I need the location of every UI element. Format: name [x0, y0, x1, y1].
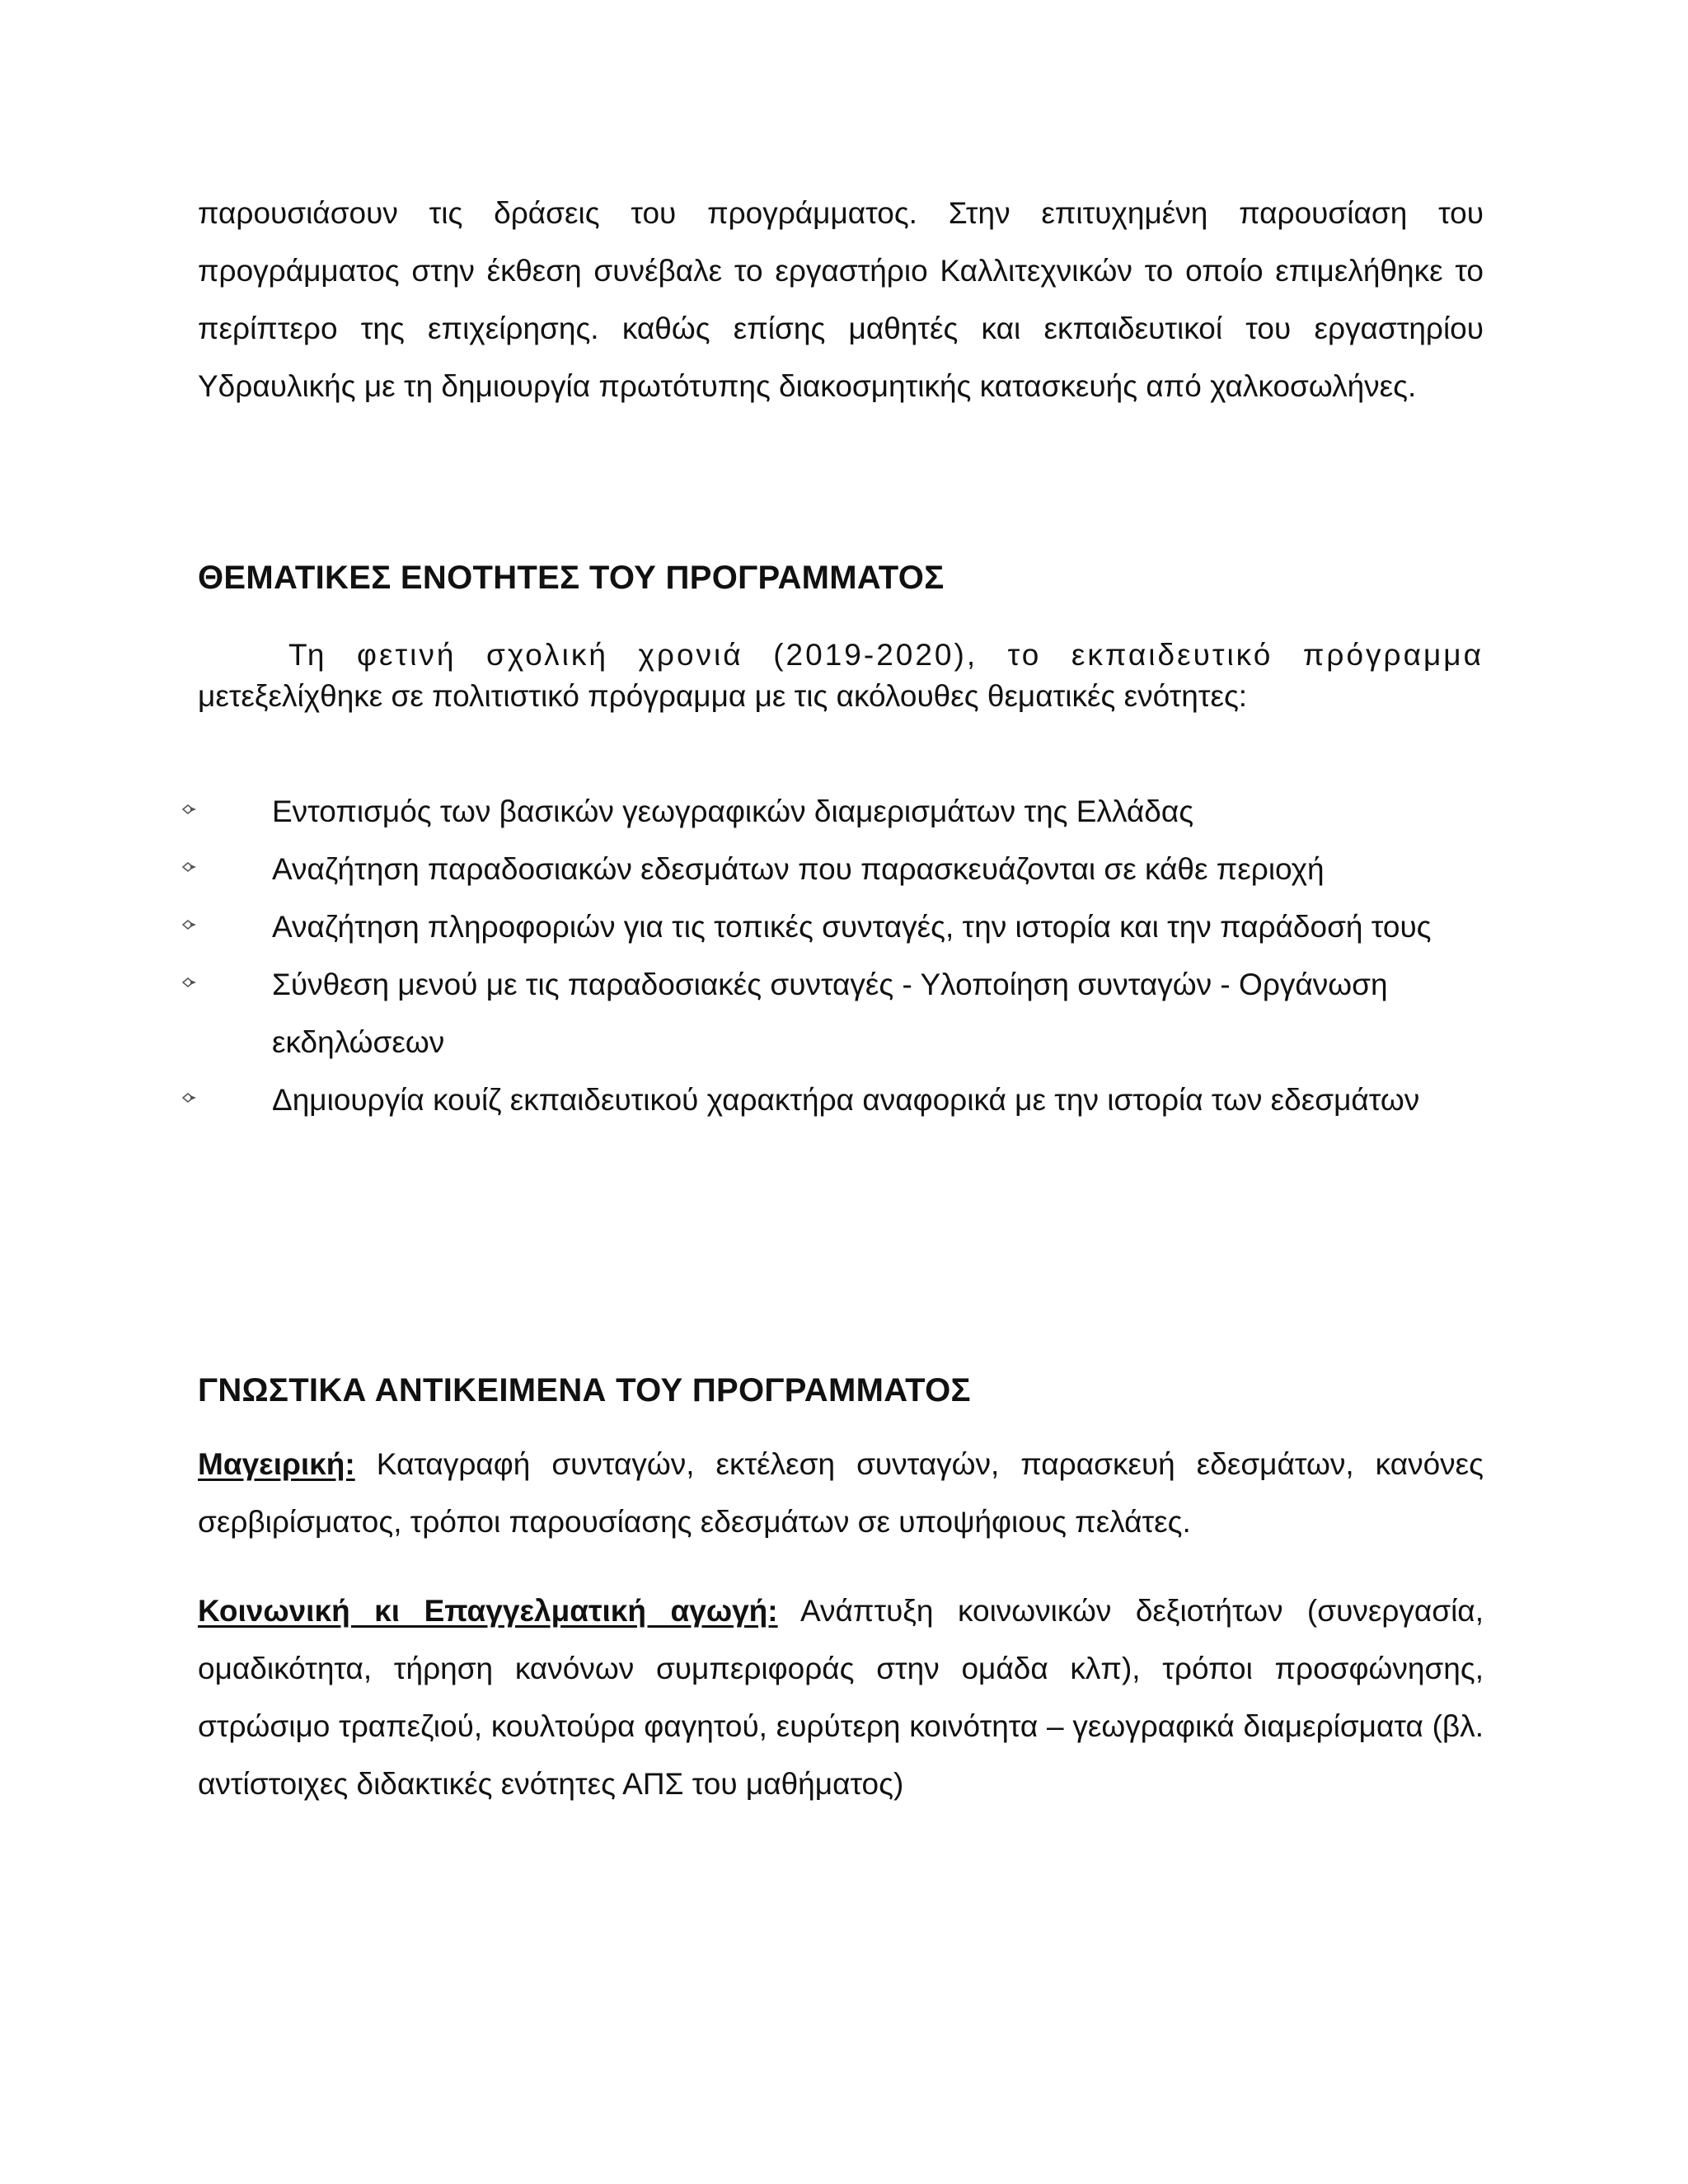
social-term: Κοινωνική κι Επαγγελματική αγωγή:	[198, 1594, 778, 1628]
diamond-arrow-bullet-icon	[181, 804, 198, 814]
list-item	[181, 783, 1484, 841]
cooking-paragraph	[198, 1436, 1484, 1551]
cognitive-objects-heading: ΓΝΩΣΤΙΚΑ ΑΝΤΙΚΕΙΜΕΝΑ ΤΟΥ ΠΡΟΓΡΑΜΜΑΤΟΣ	[198, 1372, 971, 1408]
list-item-text: Σύνθεση μενού με τις παραδοσιακές συνταγές - Υλοποίηση συνταγών - Οργάνωση εκδηλώσεων	[272, 968, 1388, 1059]
list-item	[181, 956, 1484, 1071]
thematic-intro-paragraph	[198, 635, 1484, 717]
cooking-text: Καταγραφή συνταγών, εκτέλεση συνταγών, παρασκευή εδεσμάτων, κανόνες σερβιρίσματος, τρόποι παρουσίασης εδεσμάτων σε υποψήφιους πελάτες.	[198, 1447, 1484, 1539]
thematic-intro-line-1: Τη φετινή σχολική χρονιά (2019-2020), το εκπαιδευτικό πρόγραμμα	[288, 638, 1484, 672]
list-item-text: Δημιουργία κουίζ εκπαιδευτικού χαρακτήρα αναφορικά με την ιστορία των εδεσμάτων	[272, 1083, 1420, 1117]
list-item	[181, 898, 1484, 956]
social-paragraph	[198, 1582, 1484, 1813]
diamond-arrow-bullet-icon	[181, 1093, 198, 1103]
list-item-text: Αναζήτηση πληροφοριών για τις τοπικές συνταγές, την ιστορία και την παράδοσή τους	[272, 910, 1432, 944]
list-item-text: Εντοπισμός των βασικών γεωγραφικών διαμερισμάτων της Ελλάδας	[272, 794, 1194, 828]
list-item	[181, 841, 1484, 898]
social-text: Ανάπτυξη κοινωνικών δεξιοτήτων (συνεργασία, ομαδικότητα, τήρηση κανόνων συμπεριφοράς στην ομάδα κλπ), τρόποι προσφώνησης, στρώσιμο τραπεζιού, κουλτούρα φαγητού, ευρύτερη κοινότητα – γεωγραφικά διαμερίσματα (βλ. αντίστοιχες διδακτικές ενότητες ΑΠΣ του μαθήματος)	[198, 1594, 1484, 1801]
list-item	[181, 1071, 1484, 1129]
thematic-units-list	[181, 783, 1484, 1129]
diamond-arrow-bullet-icon	[181, 862, 198, 872]
diamond-arrow-bullet-icon	[181, 920, 198, 930]
thematic-units-heading: ΘΕΜΑΤΙΚΕΣ ΕΝΟΤΗΤΕΣ ΤΟΥ ΠΡΟΓΡΑΜΜΑΤΟΣ	[198, 560, 945, 596]
diamond-arrow-bullet-icon	[181, 977, 198, 987]
thematic-intro-line-2: μετεξελίχθηκε σε πολιτιστικό πρόγραμμα με τις ακόλουθες θεματικές ενότητες:	[198, 679, 1248, 713]
intro-paragraph: παρουσιάσουν τις δράσεις του προγράμματος. Στην επιτυχημένη παρουσίαση του προγράμματος στην έκθεση συνέβαλε το εργαστήριο Καλλιτεχνικών το οποίο επιμελήθηκε το περίπτερο της επιχείρησης. καθώς επίσης μαθητές και εκπαιδευτικοί του εργαστηρίου Υδραυλικής με τη δημιουργία πρωτότυπης διακοσμητικής κατασκευής από χαλκοσωλήνες.	[198, 196, 1484, 403]
cooking-term: Μαγειρική:	[198, 1447, 355, 1481]
list-item-text: Αναζήτηση παραδοσιακών εδεσμάτων που παρασκευάζονται σε κάθε περιοχή	[272, 852, 1325, 886]
